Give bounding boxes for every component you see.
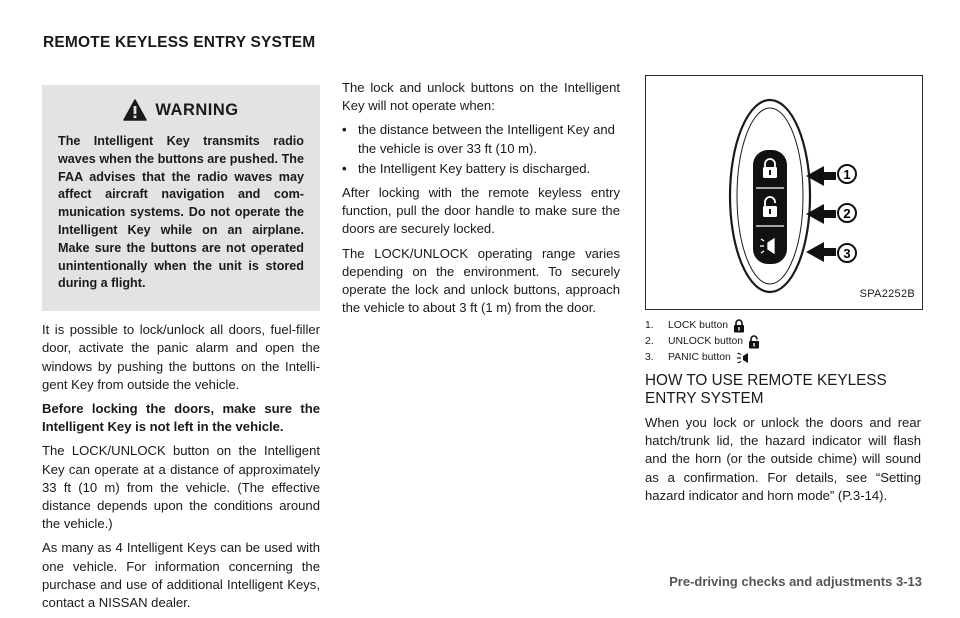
- legend-label: LOCK button: [668, 320, 729, 331]
- caution-paragraph: Before locking the doors, make sure the Intelligent Key is not left in the vehicle.: [42, 400, 320, 435]
- paragraph: The lock and unlock buttons on the Intelligent Key will not operate when:: [342, 80, 620, 114]
- paragraph: After locking with the remote keyless entry function, pull the door handle to make sure the doors are securely locked.: [342, 185, 620, 237]
- legend-item: [645, 350, 921, 366]
- warning-text: The Intelligent Key transmits radio waves when the buttons are pushed. The FAA advises that the radio waves may affect aircraft navigation and com-munication systems. Do not operate the Intelligent Key while on an airplane. Make sure the buttons are not operated unintentionally when the unit is stored during a flight.: [58, 134, 304, 291]
- callout-number: 1: [843, 167, 851, 182]
- warning-header: [58, 99, 304, 121]
- figure-caption: SPA2252B: [859, 287, 915, 300]
- paragraph: The LOCK/UNLOCK button on the Intelligent Key can operate at a distance of approximately 33 ft (10 m) from the vehicle. (The effective distance depends upon the conditions around the vehicle.): [42, 443, 320, 532]
- key-fob-figure: [645, 75, 923, 310]
- bullet-marker: •: [342, 122, 347, 138]
- list-item: [342, 121, 620, 157]
- warning-box: [42, 85, 320, 311]
- middle-column: [342, 79, 620, 323]
- right-column: [645, 75, 921, 511]
- legend-number: 1.: [645, 320, 654, 331]
- legend-item: [645, 334, 921, 350]
- panic-horn-icon: [736, 352, 750, 364]
- bullet-marker: •: [342, 160, 347, 176]
- bullet-text: the Intelligent Key battery is discharged.: [358, 160, 591, 176]
- legend-item: [645, 318, 921, 334]
- paragraph: As many as 4 Intelligent Keys can be used with one vehicle. For information concerning the purchase and use of additional Intelligent Keys, contact a NISSAN dealer.: [42, 540, 320, 611]
- legend-number: 2.: [645, 336, 654, 347]
- callout-number: 2: [843, 206, 851, 221]
- legend-label: UNLOCK button: [668, 336, 744, 347]
- lock-closed-icon: [733, 319, 745, 333]
- arrow-3: [806, 242, 836, 262]
- lock-open-icon: [748, 335, 760, 349]
- warning-triangle-icon: [123, 99, 147, 121]
- section-subheading: HOW TO USE REMOTE KEYLESS ENTRY SYSTEM: [645, 372, 887, 407]
- list-item: [342, 160, 620, 178]
- intelligent-key-illustration: [646, 76, 922, 309]
- bullet-text: the distance between the Intelligent Key and the vehicle is over 33 ft (10 m).: [358, 122, 615, 156]
- legend-number: 3.: [645, 352, 654, 363]
- left-column: [42, 85, 320, 618]
- callout-number: 3: [843, 246, 851, 261]
- paragraph: The LOCK/UNLOCK operating range varies depending on the environment. To securely operate the lock and unlock buttons, approach the vehicle to about 3 ft (1 m) from the door.: [342, 245, 620, 316]
- paragraph: It is possible to lock/unlock all doors, fuel-filler door, activate the panic alarm and open the windows by pushing the buttons on the Intelli-gent Key from outside the vehicle.: [42, 322, 320, 392]
- section-title: REMOTE KEYLESS ENTRY SYSTEM: [43, 34, 316, 51]
- legend-label: PANIC button: [668, 352, 731, 363]
- bullet-list: [342, 121, 620, 178]
- page-footer: Pre-driving checks and adjustments 3-13: [669, 574, 922, 589]
- paragraph: When you lock or unlock the doors and rear hatch/trunk lid, the hazard indicator will flash and the horn (or the outside chime) will sound as a confirmation. For details, see “Setting hazard indicator and horn mode” (P.3-14).: [645, 415, 921, 503]
- figure-legend: [645, 318, 921, 366]
- warning-title: WARNING: [155, 100, 239, 119]
